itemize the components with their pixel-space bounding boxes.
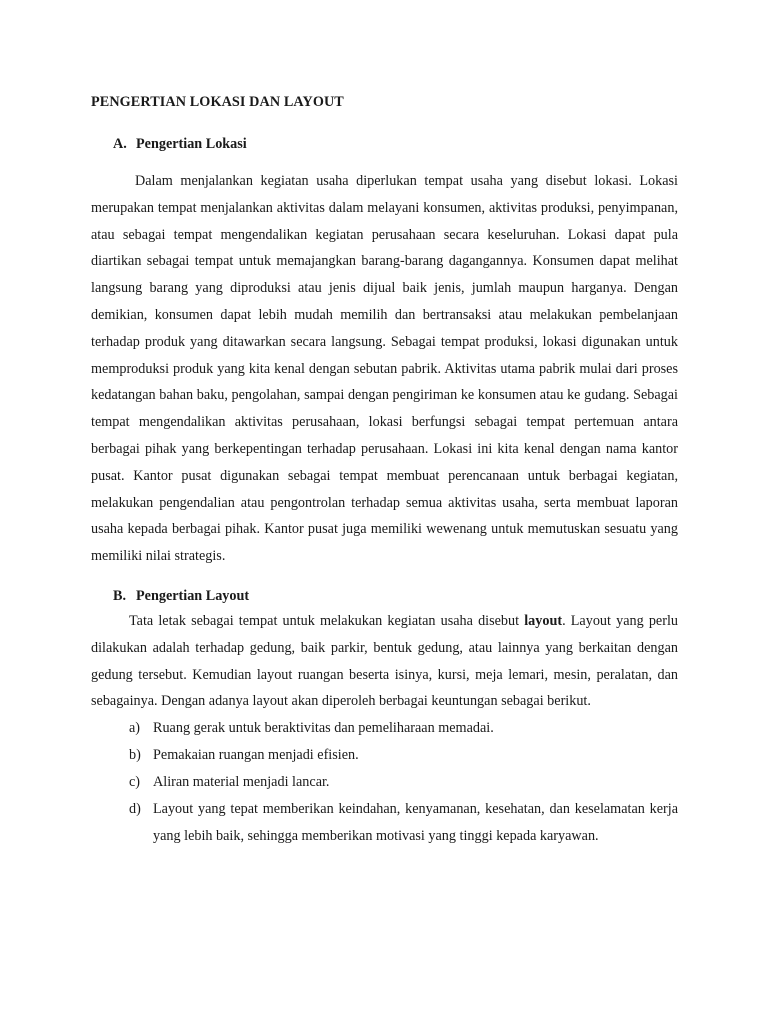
section-b-paragraph-bold-term: layout bbox=[524, 612, 563, 629]
list-item-marker: b) bbox=[129, 747, 141, 764]
section-a-paragraph: Dalam menjalankan kegiatan usaha diperlukan tempat usaha yang disebut lokasi. Lokasi merupakan tempat menjalankan aktivitas dalam melayani konsumen, aktivitas produksi, penyimpanan, atau sebagai tempat mengendalikan kegiatan perusahaan secara keseluruhan. Lokasi dapat pula diartikan sebagai tempat untuk memajangkan barang-barang dagangannya. Konsumen dapat melihat langsung barang yang diproduksi atau jenis dijual baik jenis, jumlah maupun harganya. Dengan demikian, konsumen dapat lebih mudah memilih dan bertransaksi atau melakukan pembelanjaan terhadap produk yang ditawarkan secara langsung. Sebagai tempat produksi, lokasi digunakan untuk memproduksi produk yang kita kenal dengan sebutan pabrik. Aktivitas utama pabrik mulai dari proses kedatangan bahan baku, pengolahan, sampai dengan pengiriman ke konsumen atau ke gudang. Sebagai tempat mengendalikan aktivitas perusahaan, lokasi berfungsi sebagai tempat pertemuan antara berbagai pihak yang berkepentingan terhadap perusahaan. Lokasi ini kita kenal dengan nama kantor pusat. Kantor pusat digunakan sebagai tempat membuat perencanaan untuk berbagai kegiatan, melakukan pengendalian atau pengontrolan terhadap semua aktivitas usaha, serta membuat laporan usaha kepada berbagai pihak. Kantor pusat juga memiliki wewenang untuk memutuskan sesuatu yang memiliki nilai strategis. bbox=[91, 173, 678, 565]
list-item bbox=[91, 769, 678, 796]
section-b-paragraph-start: Tata letak sebagai tempat untuk melakukan kegiatan usaha disebut bbox=[129, 612, 525, 629]
section-a-heading bbox=[91, 134, 678, 154]
list-item bbox=[91, 742, 678, 769]
document-page bbox=[91, 92, 678, 850]
section-b-paragraph bbox=[91, 608, 678, 715]
list-item-text: Pemakaian ruangan menjadi efisien. bbox=[153, 747, 359, 764]
list-item-text: Ruang gerak untuk beraktivitas dan pemeliharaan memadai. bbox=[153, 720, 494, 737]
list-item-marker: d) bbox=[129, 801, 141, 818]
list-item bbox=[91, 715, 678, 742]
benefit-list bbox=[91, 715, 678, 850]
section-b-title: Pengertian Layout bbox=[136, 587, 250, 604]
list-item-text: Layout yang tepat memberikan keindahan, kenyamanan, kesehatan, dan keselamatan kerja yang lebih baik, sehingga memberikan motivasi yang tinggi kepada karyawan. bbox=[153, 801, 678, 845]
list-item-marker: a) bbox=[129, 720, 141, 737]
list-item-marker: c) bbox=[129, 774, 141, 791]
document-title: PENGERTIAN LOKASI DAN LAYOUT bbox=[91, 94, 344, 110]
section-a-title: Pengertian Lokasi bbox=[136, 136, 247, 152]
section-b-paragraph-end: . Layout yang perlu dilakukan adalah terhadap gedung, baik parkir, bentuk gedung, atau lainnya yang berkaitan dengan gedung tersebut. Kemudian layout ruangan beserta isinya, kursi, meja lemari, mesin, peralatan, dan sebagainya. Dengan adanya layout akan diperoleh berbagai keuntungan sebagai berikut. bbox=[91, 612, 678, 710]
list-item bbox=[91, 796, 678, 850]
section-b-letter: B. bbox=[113, 587, 127, 604]
list-item-text: Aliran material menjadi lancar. bbox=[153, 774, 330, 791]
section-a-letter: A. bbox=[113, 136, 127, 152]
section-b-heading bbox=[91, 586, 678, 606]
